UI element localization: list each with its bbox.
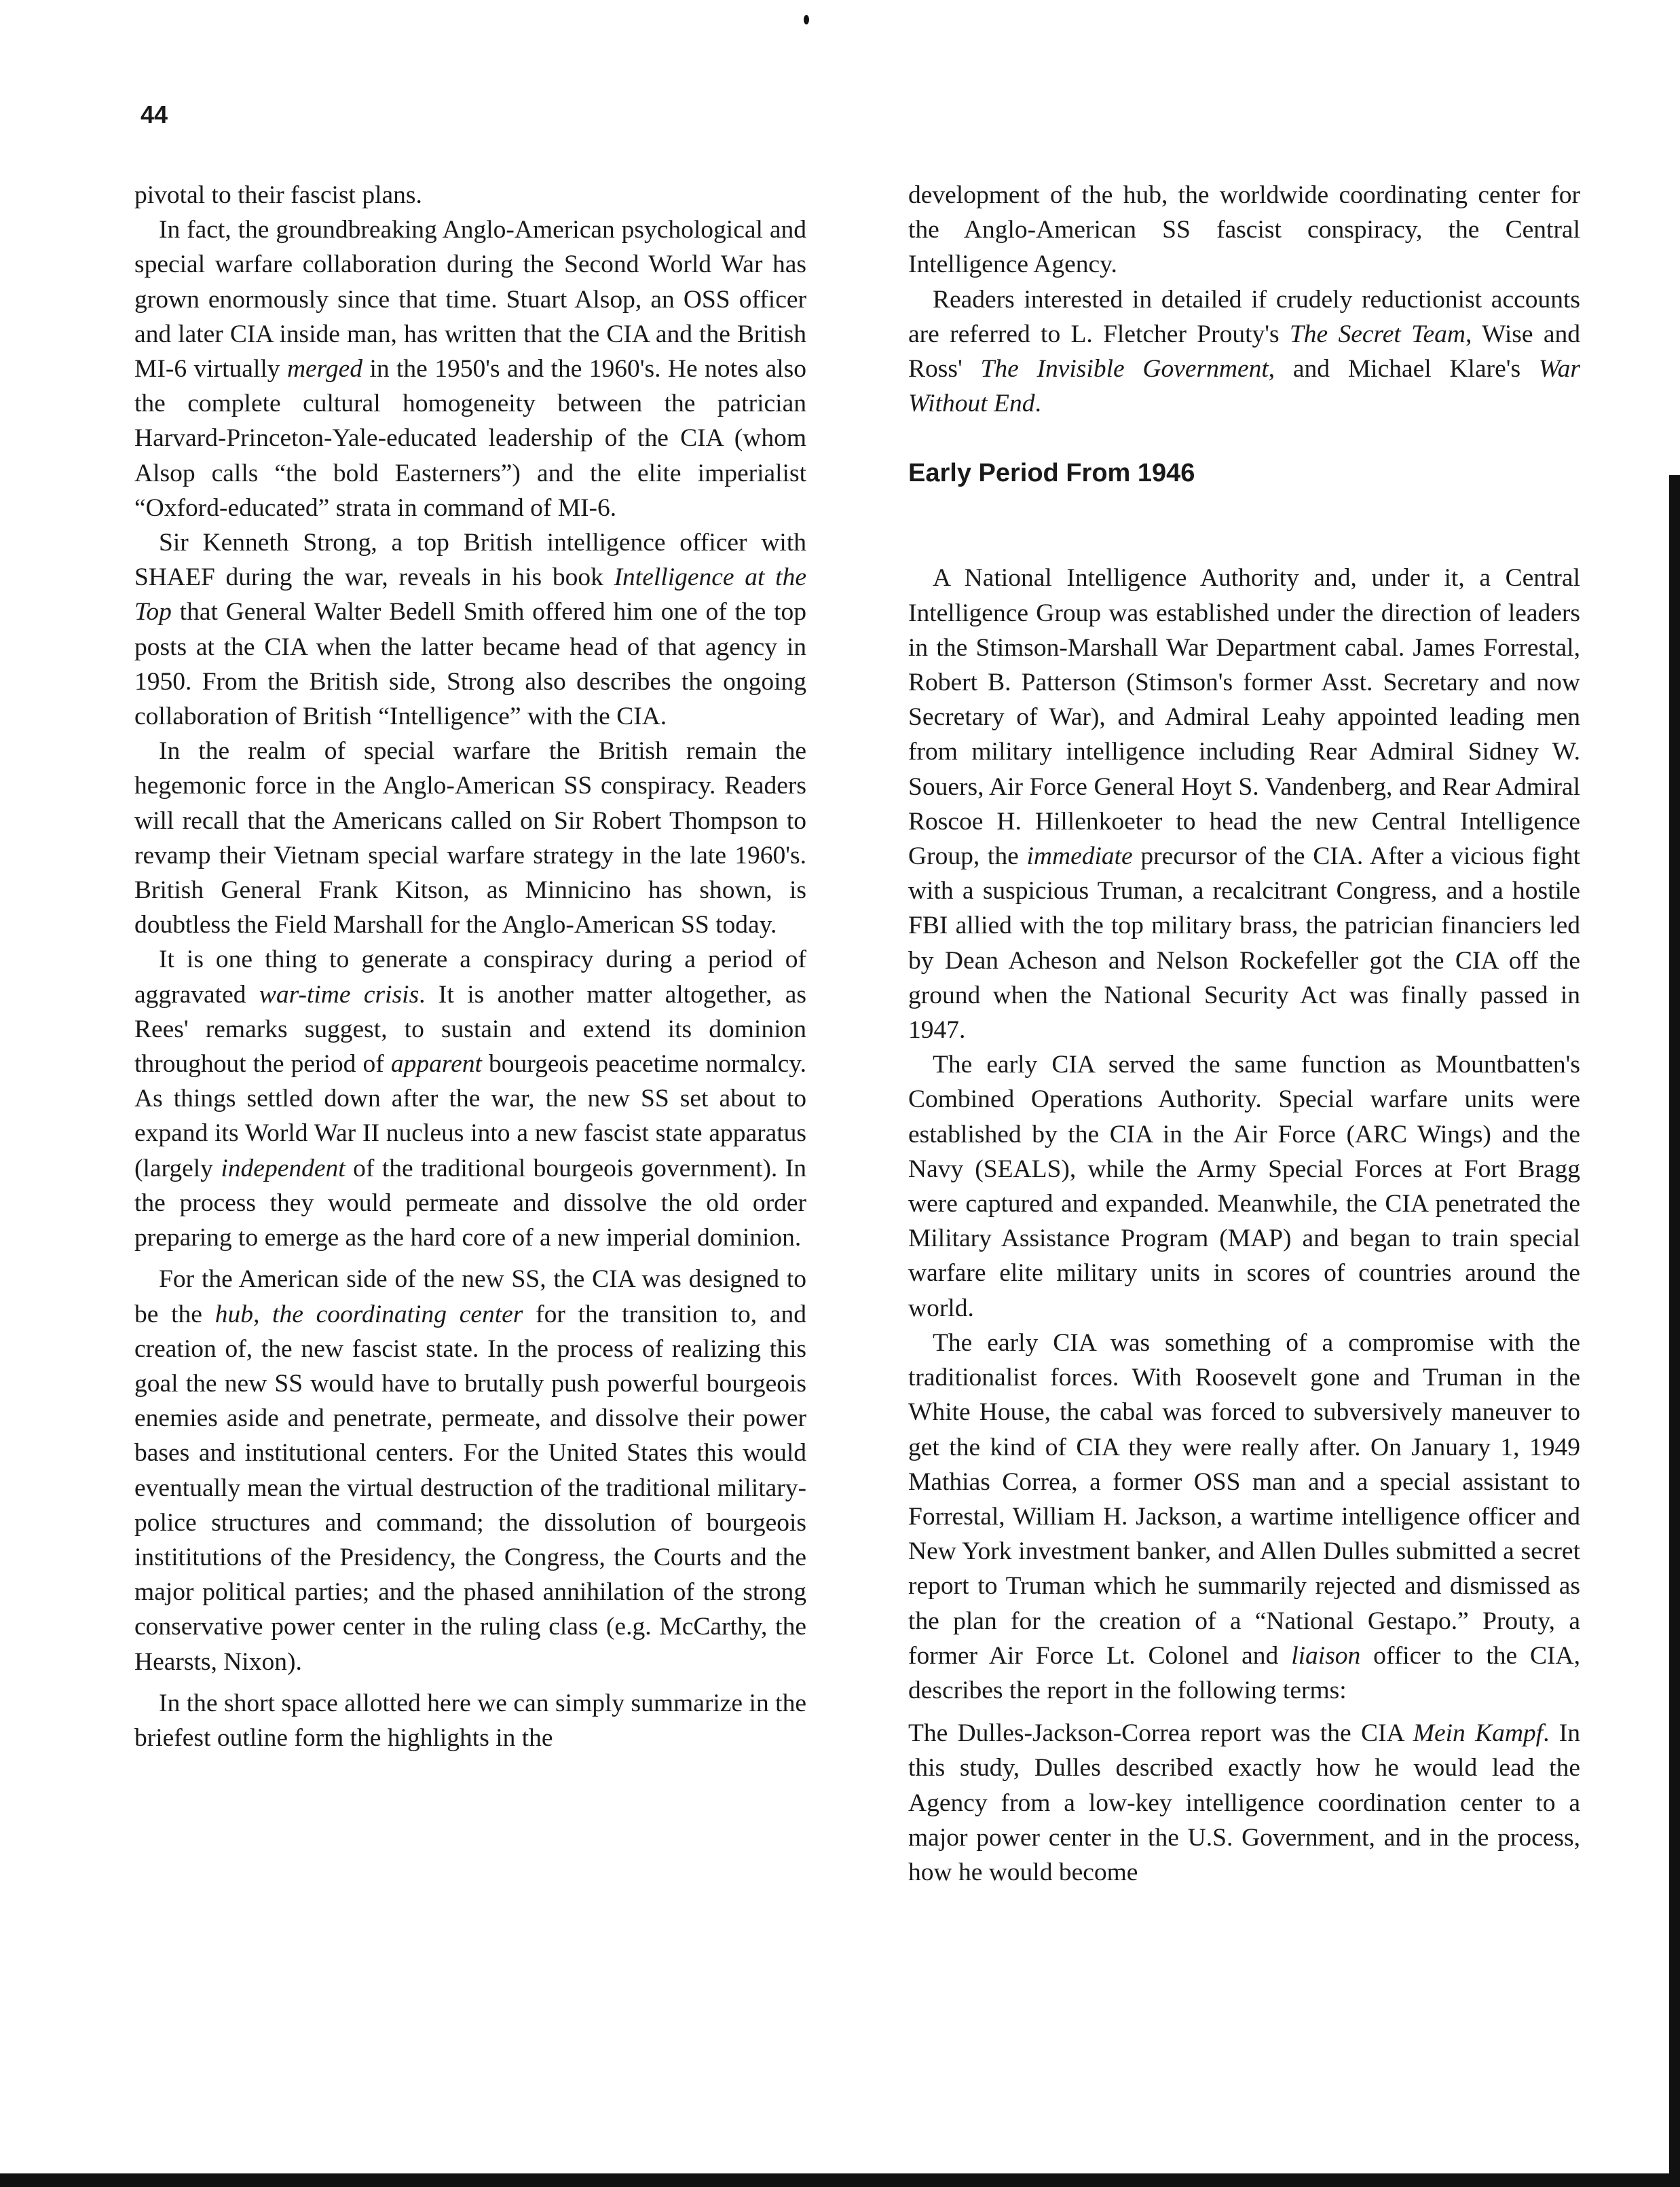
italic-text: immediate (1026, 842, 1133, 871)
right-column (908, 178, 1580, 1890)
left-column (134, 178, 806, 1755)
italic-text: merged (286, 355, 363, 384)
paragraph: It is one thing to generate a conspiracy during a period of aggravated war-time crisis. It is another matter altogether, as Rees' remarks suggest, to sustain and extend its dominion throughout the period of apparent bourgeois peacetime normalcy. As things settled down after the war, the new SS set about to expand its World War II nucleus into a new fascist state apparatus (largely independent of the traditional bourgeois government). In the process they would permeate and dissolve the old order preparing to emerge as the hard core of a new imperial dominion. (134, 946, 807, 1252)
scan-speck (804, 15, 809, 24)
page-number: 44 (141, 100, 168, 128)
scan-border-right (1669, 475, 1680, 2179)
paragraph: In fact, the groundbreaking Anglo-American psychological and special warfare collaboration during the Second World War has grown enormously since that time. Stuart Alsop, an OSS officer and later CIA inside man, has written that the CIA and the British MI-6 virtually merged in the 1950's and the 1960's. He notes also the complete cultural homogeneity between the patrician Harvard-Princeton-Yale-educated leadership of the CIA (whom Alsop calls “the bold Easterners”) and the elite imperialist “Oxford-educated” strata in command of MI-6. (134, 216, 806, 522)
paragraph: development of the hub, the worldwide coordinating center for the Anglo-American SS fascist conspiracy, the Central Intelligence Agency. (908, 181, 1580, 279)
paragraph: pivotal to their fascist plans. (134, 181, 422, 209)
italic-text: independent (221, 1154, 346, 1182)
paragraph: The early CIA served the same function as Mountbatten's Combined Operations Authority. Special warfare units were established by the CIA in the Air Force (ARC Wings) and the Navy (SEALS), while the Army Special Forces at Fort Bragg were captured and expanded. Meanwhile, the CIA penetrated the Military Assistance Program (MAP) and began to train special warfare elite military units in scores of countries around the world. (908, 1051, 1580, 1322)
italic-text: apparent (390, 1050, 482, 1079)
italic-text: hub, the coordinating center (214, 1300, 523, 1328)
scan-border-bottom (0, 2173, 1680, 2187)
italic-text: liaison (1291, 1641, 1361, 1670)
italic-text: War Without End (908, 355, 1580, 418)
italic-text: The Secret Team (1289, 320, 1466, 348)
italic-text: Intelligence at the Top (134, 563, 806, 627)
italic-text: war-time crisis (259, 980, 419, 1009)
block-quote: The Dulles-Jackson-Correa report was the CIA Mein Kampf. In this study, Dulles described exactly how he would lead the Agency from a low-key intelligence coordination center to a major power center in the U.S. Government, and in the process, how he would become (908, 1719, 1580, 1886)
paragraph: In the short space allotted here we can simply summarize in the briefest outline form the highlights in the (134, 1689, 806, 1752)
italic-text: The Invisible Government (980, 355, 1269, 384)
paragraph: Readers interested in detailed if crudely reductionist accounts are referred to L. Fletcher Prouty's The Secret Team, Wise and Ross' The Invisible Government, and Michael Klare's War Without End. (908, 285, 1580, 418)
paragraph: Sir Kenneth Strong, a top British intelligence officer with SHAEF during the war, reveals in his book Intelligence at the Top that General Walter Bedell Smith offered him one of the top posts at the CIA when the latter became head of that agency in 1950. From the British side, Strong also describes the ongoing collaboration of British “Intelligence” with the CIA. (134, 529, 806, 731)
paragraph: In the realm of special warfare the British remain the hegemonic force in the Anglo-American SS conspiracy. Readers will recall that the Americans called on Sir Robert Thompson to revamp their Vietnam special warfare strategy in the late 1960's. British General Frank Kitson, as Minnicino has shown, is doubtless the Field Marshall for the Anglo-American SS today. (134, 737, 806, 939)
paragraph: A National Intelligence Authority and, under it, a Central Intelligence Group was established under the direction of leaders in the Stimson-Marshall War Department cabal. James Forrestal, Robert B. Patterson (Stimson's former Asst. Secretary and now Secretary of War), and Admiral Leahy appointed leading men from military intelligence including Rear Admiral Sidney W. Souers, Air Force General Hoyt S. Vandenberg, and Rear Admiral Roscoe H. Hillenkoeter to head the new Central Intelligence Group, the immediate precursor of the CIA. After a vicious fight with a suspicious Truman, a recalcitrant Congress, and a hostile FBI allied with the top military brass, the patrician financiers led by Dean Acheson and Nelson Rockefeller got the CIA off the ground when the National Security Act was finally passed in 1947. (908, 564, 1581, 1045)
paragraph: For the American side of the new SS, the CIA was designed to be the hub, the coordinating center for the transition to, and creation of, the new fascist state. In the process of realizing this goal the new SS would have to brutally push powerful bourgeois enemies aside and penetrate, permeate, and dissolve their power bases and institutional centers. For the United States this would eventually mean the virtual destruction of the traditional military-police structures and command; the dissolution of bourgeois instititutions of the Presidency, the Congress, the Courts and the major political parties; and the phased annihilation of the strong conservative power center in the ruling class (e.g. McCarthy, the Hearsts, Nixon). (134, 1265, 806, 1676)
section-heading: Early Period From 1946 (908, 459, 1195, 488)
paragraph: The early CIA was something of a compromise with the traditionalist forces. With Roosevelt gone and Truman in the White House, the cabal was forced to subversively maneuver to get the kind of CIA they were really after. On January 1, 1949 Mathias Correa, a former OSS man and a special assistant to Forrestal, William H. Jackson, a wartime intelligence officer and New York investment banker, and Allen Dulles submitted a secret report to Truman which he summarily rejected and dismissed as the plan for the creation of a “National Gestapo.” Prouty, a former Air Force Lt. Colonel and liaison officer to the CIA, describes the report in the following terms: (908, 1328, 1580, 1704)
italic-text: Mein Kampf (1413, 1719, 1544, 1748)
